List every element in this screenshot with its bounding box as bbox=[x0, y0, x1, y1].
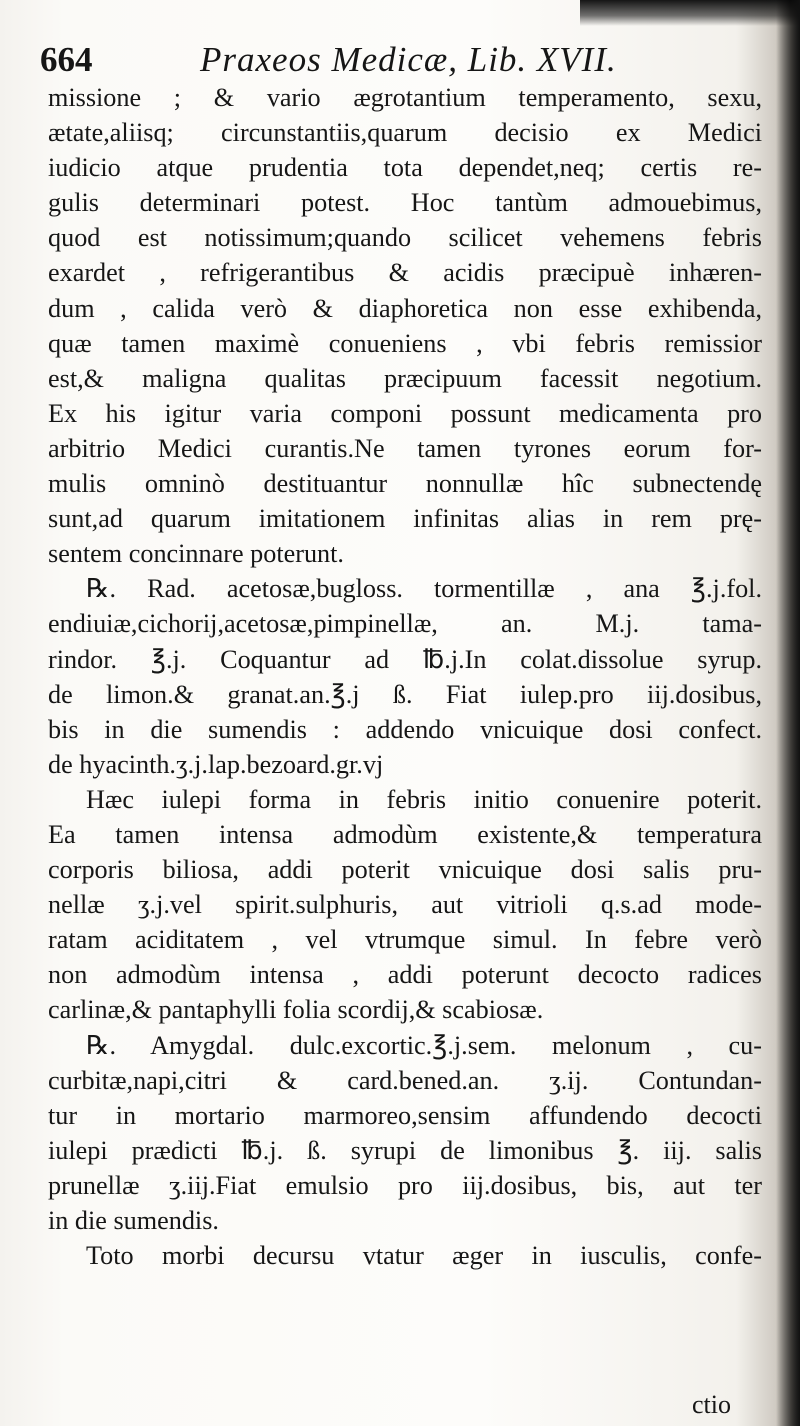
running-head: Praxeos Medicæ, Lib. XVII. bbox=[200, 40, 617, 79]
text-line: ratam aciditatem , vel vtrumque simul. In febre verò bbox=[48, 925, 762, 955]
text-line: nellæ ʒ.j.vel spirit.sulphuris, aut vitrioli q.s.ad mode- bbox=[48, 890, 762, 920]
text-line: curbitæ,napi,citri & card.bened.an. ʒ.ij. Contundan- bbox=[48, 1065, 762, 1095]
text-line: sentem concinnare poterunt. bbox=[48, 539, 344, 569]
text-line: Hæc iulepi forma in febris initio conuenire poterit. bbox=[86, 784, 762, 814]
text-line: de limon.& granat.an.℥.j ß. Fiat iulep.pro iij.dosibus, bbox=[48, 679, 762, 709]
text-line: Ea tamen intensa admodùm existente,& temperatura bbox=[48, 819, 762, 849]
text-line: de hyacinth.ʒ.j.lap.bezoard.gr.vj bbox=[48, 749, 384, 779]
text-line: carlinæ,& pantaphylli folia scordij,& scabiosæ. bbox=[48, 995, 544, 1025]
text-line: quod est notissimum;quando scilicet vehemens febris bbox=[48, 223, 762, 253]
text-line: iulepi prædicti ℔.j. ß. syrupi de limonibus ℥. iij. salis bbox=[48, 1135, 762, 1165]
text-line: endiuiæ,cichorij,acetosæ,pimpinellæ, an. M.j. tama- bbox=[48, 609, 762, 639]
text-line: bis in die sumendis : addendo vnicuique dosi confect. bbox=[48, 714, 762, 744]
text-line: ℞. Amygdal. dulc.excortic.℥.j.sem. melonum , cu- bbox=[86, 1030, 762, 1060]
text-line: prunellæ ʒ.iij.Fiat emulsio pro iij.dosibus, bis, aut ter bbox=[48, 1170, 762, 1200]
text-line: iudicio atque prudentia tota dependet,neq; certis re- bbox=[48, 153, 762, 183]
text-line: dum , calida verò & diaphoretica non esse exhibenda, bbox=[48, 293, 762, 323]
text-line: ætate,aliisq; circunstantiis,quarum decisio ex Medici bbox=[48, 118, 762, 148]
page-header bbox=[40, 38, 740, 82]
text-line: corporis biliosa, addi poterit vnicuique dosi salis pru- bbox=[48, 855, 762, 885]
text-line: rindor. ℥.j. Coquantur ad ℔.j.In colat.dissolue syrup. bbox=[48, 644, 762, 674]
text-line: ℞. Rad. acetosæ,bugloss. tormentillæ , ana ℥.j.fol. bbox=[86, 574, 762, 604]
text-line: tur in mortario marmoreo,sensim affundendo decocti bbox=[48, 1100, 762, 1130]
text-line: in die sumendis. bbox=[48, 1206, 219, 1235]
body-text bbox=[48, 80, 762, 1273]
text-line: gulis determinari potest. Hoc tantùm admouebimus, bbox=[48, 188, 762, 218]
text-line: missione ; & vario ægrotantium temperamento, sexu, bbox=[48, 83, 762, 112]
scan-top-shadow bbox=[580, 0, 800, 26]
text-line: mulis omninò destituantur nonnullæ hîc subnectendę bbox=[48, 469, 762, 499]
catchword: ctio bbox=[692, 1390, 731, 1419]
text-line: Toto morbi decursu vtatur æger in iusculis, confe- bbox=[86, 1241, 762, 1271]
text-line: exardet , refrigerantibus & acidis præcipuè inhæren- bbox=[48, 258, 762, 288]
text-line: non admodùm intensa , addi poterunt decocto radices bbox=[48, 960, 762, 990]
binding-shadow bbox=[776, 0, 800, 1426]
page-number: 664 bbox=[40, 40, 93, 79]
text-line: sunt,ad quarum imitationem infinitas alias in rem prę- bbox=[48, 504, 762, 534]
text-line: arbitrio Medici curantis.Ne tamen tyrones eorum for- bbox=[48, 433, 762, 463]
text-line: quæ tamen maximè conueniens , vbi febris remissior bbox=[48, 328, 762, 358]
text-line: Ex his igitur varia componi possunt medicamenta pro bbox=[48, 398, 762, 428]
text-line: est,& maligna qualitas præcipuum facessit negotium. bbox=[48, 363, 762, 393]
